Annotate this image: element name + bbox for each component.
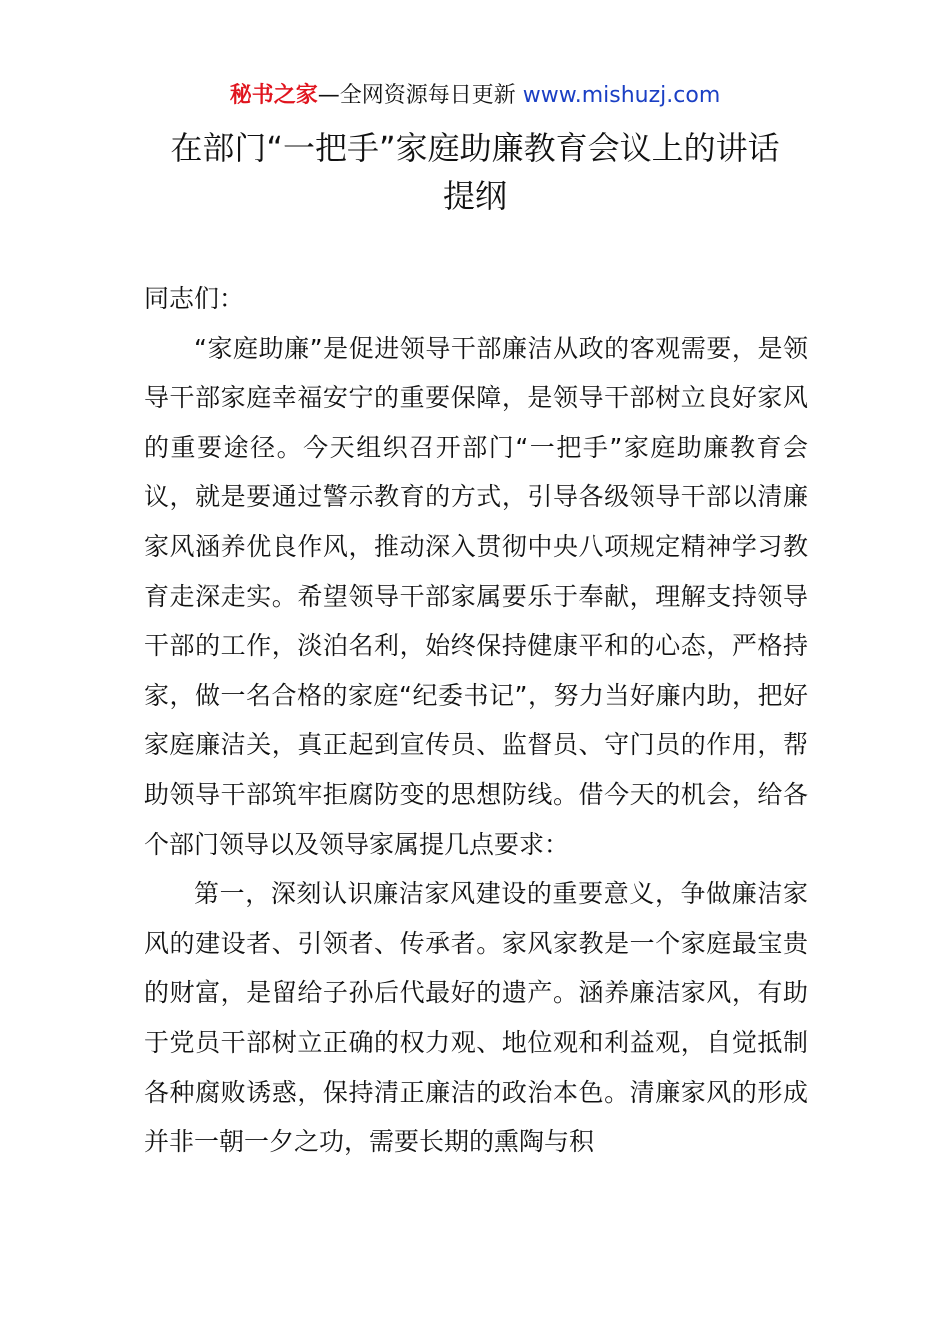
title-line-2: 提纲 — [442, 177, 507, 215]
site-tagline: —全网资源每日更新 — [317, 83, 516, 108]
site-header — [0, 80, 950, 112]
site-brand: 秘书之家 — [229, 83, 318, 108]
title-line-1: 在部门“一把手”家庭助廉教育会议上的讲话 — [170, 129, 780, 167]
salutation: 同志们： — [144, 284, 245, 313]
body-paragraph-2: 第一，深刻认识廉洁家风建设的重要意义，争做廉洁家风的建设者、引领者、传承者。家风家教是一个家庭最宝贵的财富，是留给子孙后代最好的遗产。涵养廉洁家风，有助于党员干部树立正确的权力观、地位观和利益观，自觉抵制各种腐败诱惑，保持清正廉洁的政治本色。清廉家风的形成并非一朝一夕之功，需要长期的熏陶与积 — [144, 879, 808, 1157]
site-url-link[interactable]: www.mishuzj.com — [522, 83, 721, 108]
document-body — [144, 274, 808, 1167]
document-title — [120, 124, 830, 220]
body-paragraph-1: “家庭助廉”是促进领导干部廉洁从政的客观需要，是领导干部家庭幸福安宁的重要保障，是领导干部树立良好家风的重要途径。今天组织召开部门“一把手”家庭助廉教育会议，就是要通过警示教育的方式，引导各级领导干部以清廉家风涵养优良作风，推动深入贯彻中央八项规定精神学习教育走深走实。希望领导干部家属要乐于奉献，理解支持领导干部的工作，淡泊名利，始终保持健康平和的心态，严格持家，做一名合格的家庭“纪委书记”，努力当好廉内助，把好家庭廉洁关，真正起到宣传员、监督员、守门员的作用，帮助领导干部筑牢拒腐防变的思想防线。借今天的机会，给各个部门领导以及领导家属提几点要求： — [144, 333, 808, 859]
